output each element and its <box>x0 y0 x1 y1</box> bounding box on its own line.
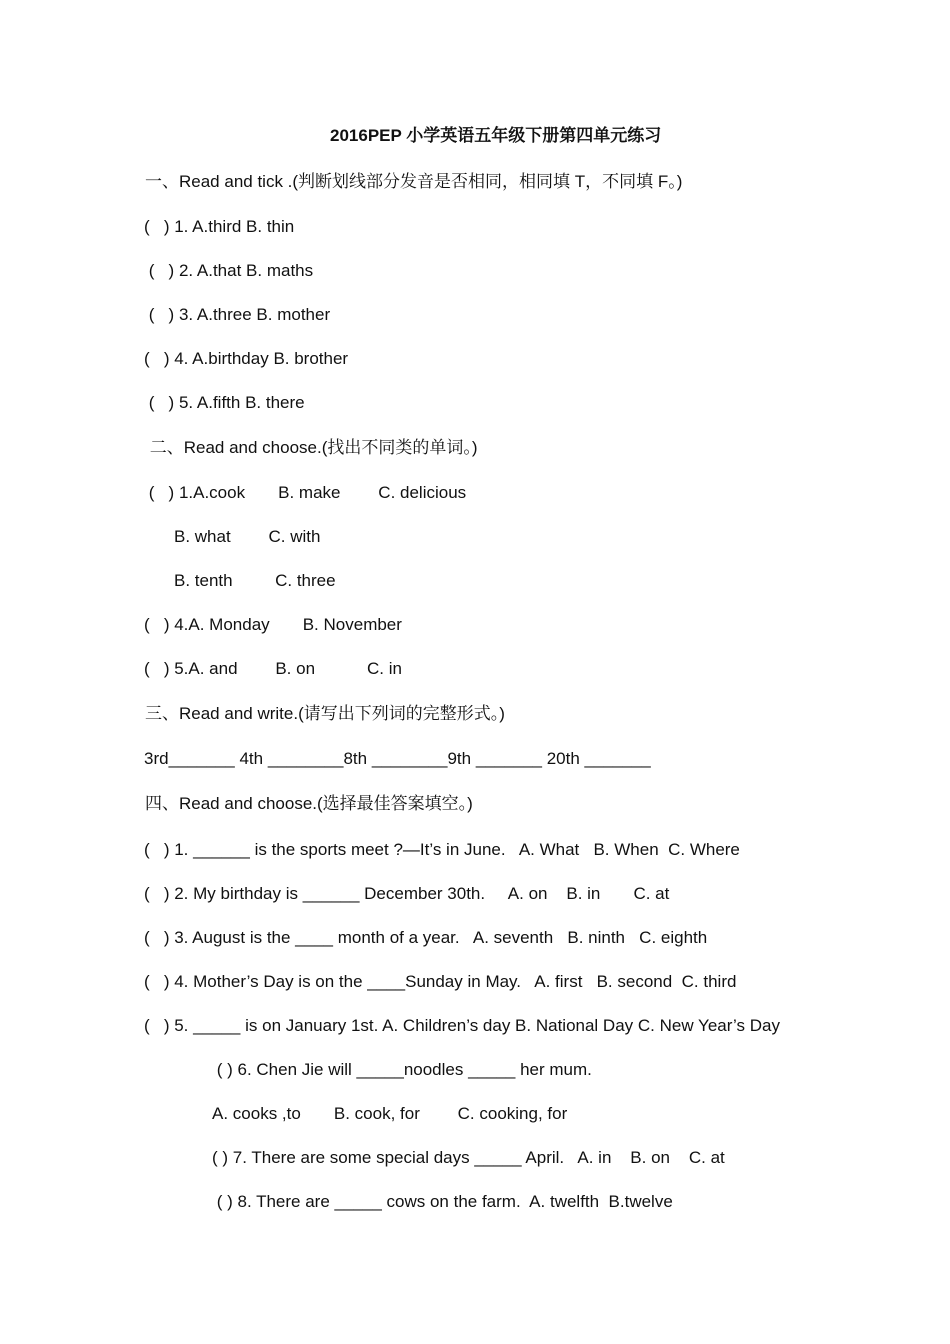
section-4-question-6: ( ) 6. Chen Jie will _____noodles _____ her mum. <box>212 1060 592 1079</box>
section-4-question-2: ( ) 2. My birthday is ______ December 30th. A. on B. in C. at <box>144 884 670 903</box>
section-4-question-1: ( ) 1. ______ is the sports meet ?—It’s in June. A. What B. When C. Where <box>144 840 740 859</box>
section-2-question-4: ( ) 4.A. Monday B. November <box>144 615 402 634</box>
section-4-question-6-options: A. cooks ,to B. cook, for C. cooking, for <box>212 1104 568 1123</box>
section-4-question-3: ( ) 3. August is the ____ month of a year. A. seventh B. ninth C. eighth <box>144 928 708 947</box>
section-1-question-5: ( ) 5. A.fifth B. there <box>144 393 305 412</box>
page-title: 2016PEP 小学英语五年级下册第四单元练习 <box>330 126 662 145</box>
section-2-question-3: B. tenth C. three <box>174 571 336 590</box>
section-3-heading: 三、Read and write.(请写出下列词的完整形式。) <box>145 704 505 723</box>
section-1-question-2: ( ) 2. A.that B. maths <box>144 261 314 280</box>
section-1-heading: 一、Read and tick .(判断划线部分发音是否相同，相同填 T，不同填 F。) <box>145 172 683 191</box>
section-4-question-8: ( ) 8. There are _____ cows on the farm. A. twelfth B.twelve <box>212 1192 673 1211</box>
section-4-question-5: ( ) 5. _____ is on January 1st. A. Children’s day B. National Day C. New Year’s Day <box>144 1016 780 1035</box>
section-1-question-4: ( ) 4. A.birthday B. brother <box>144 349 349 368</box>
section-3-blanks: 3rd_______ 4th ________8th ________9th _______ 20th _______ <box>144 749 651 768</box>
section-2-heading: 二、Read and choose.(找出不同类的单词。) <box>145 438 478 457</box>
section-2-question-5: ( ) 5.A. and B. on C. in <box>144 659 402 678</box>
section-4-question-4: ( ) 4. Mother’s Day is on the ____Sunday in May. A. first B. second C. third <box>144 972 737 991</box>
section-1-question-1: ( ) 1. A.third B. thin <box>144 217 295 236</box>
section-4-heading: 四、Read and choose.(选择最佳答案填空。) <box>145 794 473 813</box>
section-1-question-3: ( ) 3. A.three B. mother <box>144 305 331 324</box>
section-4-question-7: ( ) 7. There are some special days _____ April. A. in B. on C. at <box>212 1148 725 1167</box>
section-2-question-1: ( ) 1.A.cook B. make C. delicious <box>144 483 467 502</box>
section-2-question-2: B. what C. with <box>174 527 321 546</box>
